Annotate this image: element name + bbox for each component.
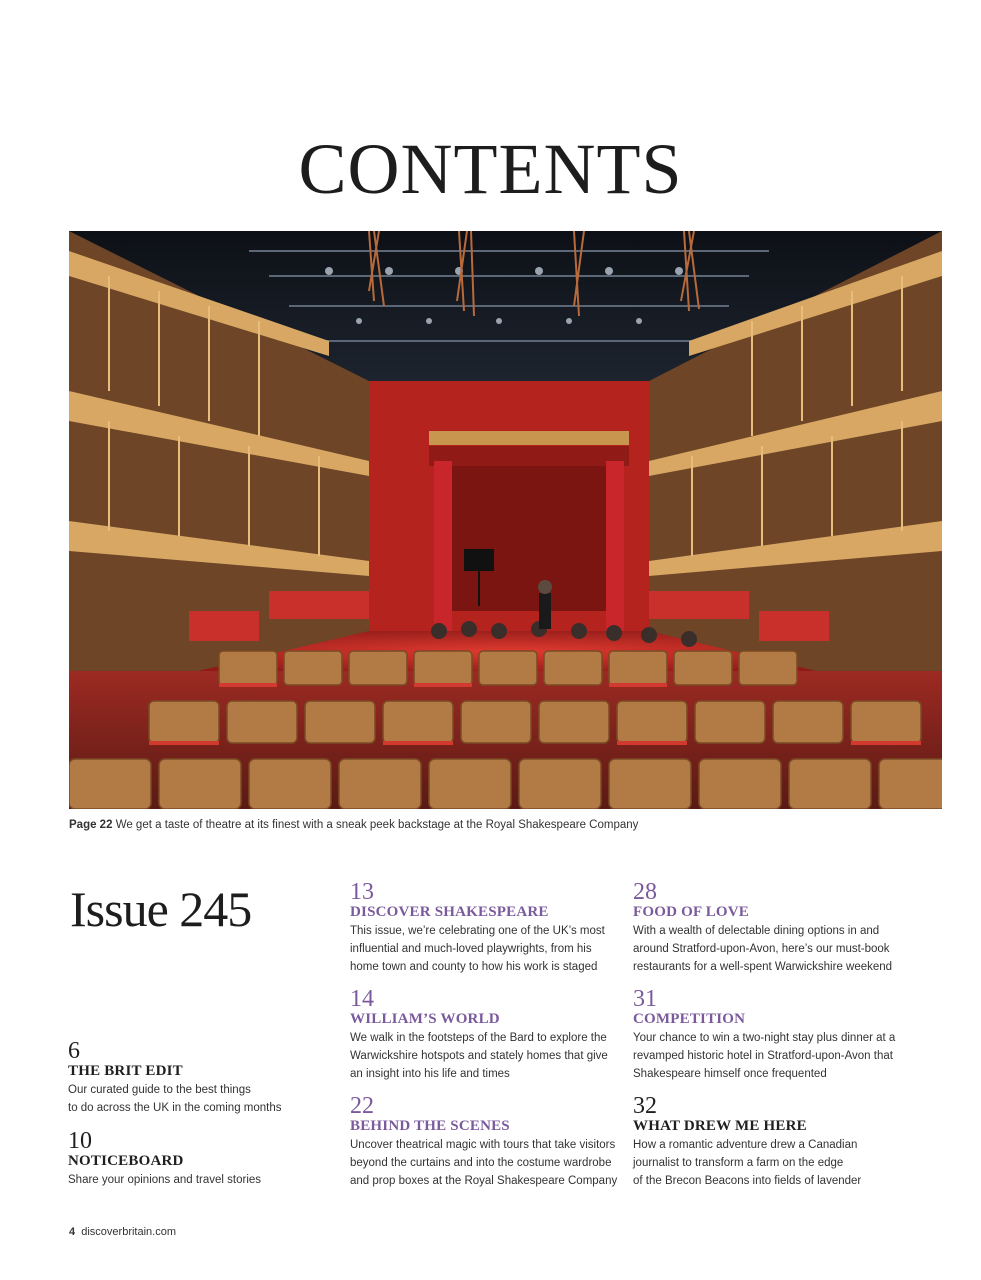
entry-page-number: 13 bbox=[350, 879, 374, 905]
toc-entry[interactable] bbox=[633, 881, 923, 976]
desc-line: Share your opinions and travel stories bbox=[68, 1174, 262, 1186]
entry-description bbox=[68, 1081, 328, 1117]
desc-line: Your chance to win a two-night stay plus dinner at a bbox=[633, 1032, 896, 1044]
desc-line: Uncover theatrical magic with tours that take visitors bbox=[350, 1139, 616, 1151]
page-footer bbox=[69, 1226, 176, 1238]
footer-page-number: 4 bbox=[69, 1226, 76, 1238]
toc-entry[interactable] bbox=[350, 881, 620, 976]
desc-line: restaurants for a well-spent Warwickshire weekend bbox=[633, 961, 893, 973]
entry-heading: BEHIND THE SCENES bbox=[350, 1118, 510, 1134]
entry-description bbox=[633, 922, 923, 976]
entry-heading: WILLIAM’S WORLD bbox=[350, 1011, 500, 1027]
toc-entry[interactable] bbox=[633, 1095, 923, 1190]
entry-page-number: 6 bbox=[68, 1038, 80, 1064]
entry-heading: WHAT DREW ME HERE bbox=[633, 1118, 807, 1134]
entry-description bbox=[633, 1029, 923, 1083]
desc-line: influential and much-loved playwrights, from his bbox=[350, 943, 592, 955]
desc-line: around Stratford-upon-Avon, here’s our must-book bbox=[633, 943, 890, 955]
desc-line: journalist to transform a farm on the edge bbox=[633, 1157, 844, 1169]
desc-line: How a romantic adventure drew a Canadian bbox=[633, 1139, 858, 1151]
desc-line: Our curated guide to the best things bbox=[68, 1084, 251, 1096]
photo-caption bbox=[69, 819, 949, 831]
desc-line: beyond the curtains and into the costume wardrobe bbox=[350, 1157, 612, 1169]
entry-heading: THE BRIT EDIT bbox=[68, 1063, 183, 1079]
desc-line: of the Brecon Beacons into fields of lavender bbox=[633, 1175, 862, 1187]
desc-line: and prop boxes at the Royal Shakespeare Company bbox=[350, 1175, 618, 1187]
entry-page-number: 31 bbox=[633, 986, 657, 1012]
page-title: CONTENTS bbox=[298, 129, 683, 209]
entry-heading: FOOD OF LOVE bbox=[633, 904, 750, 920]
desc-line: to do across the UK in the coming months bbox=[68, 1102, 282, 1114]
toc-entry[interactable] bbox=[68, 1130, 328, 1189]
entry-heading: DISCOVER SHAKESPEARE bbox=[350, 904, 549, 920]
entry-page-number: 10 bbox=[68, 1128, 92, 1154]
toc-entry[interactable] bbox=[350, 1095, 620, 1190]
caption-page: Page 22 bbox=[69, 819, 113, 831]
entry-page-number: 22 bbox=[350, 1093, 374, 1119]
caption-text: We get a taste of theatre at its finest with a sneak peek backstage at the Royal Shakespeare Company bbox=[115, 819, 639, 831]
entry-page-number: 14 bbox=[350, 986, 374, 1012]
entry-page-number: 32 bbox=[633, 1093, 657, 1119]
desc-line: We walk in the footsteps of the Bard to explore the bbox=[350, 1032, 607, 1044]
desc-line: revamped historic hotel in Stratford-upon-Avon that bbox=[633, 1050, 893, 1062]
entry-description bbox=[68, 1171, 328, 1189]
theatre-photo bbox=[69, 231, 942, 809]
desc-line: Warwickshire hotspots and stately homes that give bbox=[350, 1050, 608, 1062]
desc-line: home town and county to how his work is staged bbox=[350, 961, 598, 973]
entry-heading: NOTICEBOARD bbox=[68, 1153, 184, 1169]
footer-site: discoverbritain.com bbox=[81, 1226, 177, 1238]
toc-entry[interactable] bbox=[350, 988, 620, 1083]
entry-description bbox=[633, 1136, 923, 1190]
desc-line: an insight into his life and times bbox=[350, 1068, 510, 1080]
desc-line: Shakespeare himself once frequented bbox=[633, 1068, 827, 1080]
desc-line: With a wealth of delectable dining options in and bbox=[633, 925, 880, 937]
issue-number: Issue 245 bbox=[70, 881, 252, 937]
toc-entry[interactable] bbox=[68, 1040, 328, 1117]
entry-description bbox=[350, 1029, 620, 1083]
entry-description bbox=[350, 922, 620, 976]
toc-entry[interactable] bbox=[633, 988, 923, 1083]
entry-page-number: 28 bbox=[633, 879, 657, 905]
desc-line: This issue, we’re celebrating one of the UK’s most bbox=[350, 925, 605, 937]
entry-description bbox=[350, 1136, 620, 1190]
entry-heading: COMPETITION bbox=[633, 1011, 746, 1027]
